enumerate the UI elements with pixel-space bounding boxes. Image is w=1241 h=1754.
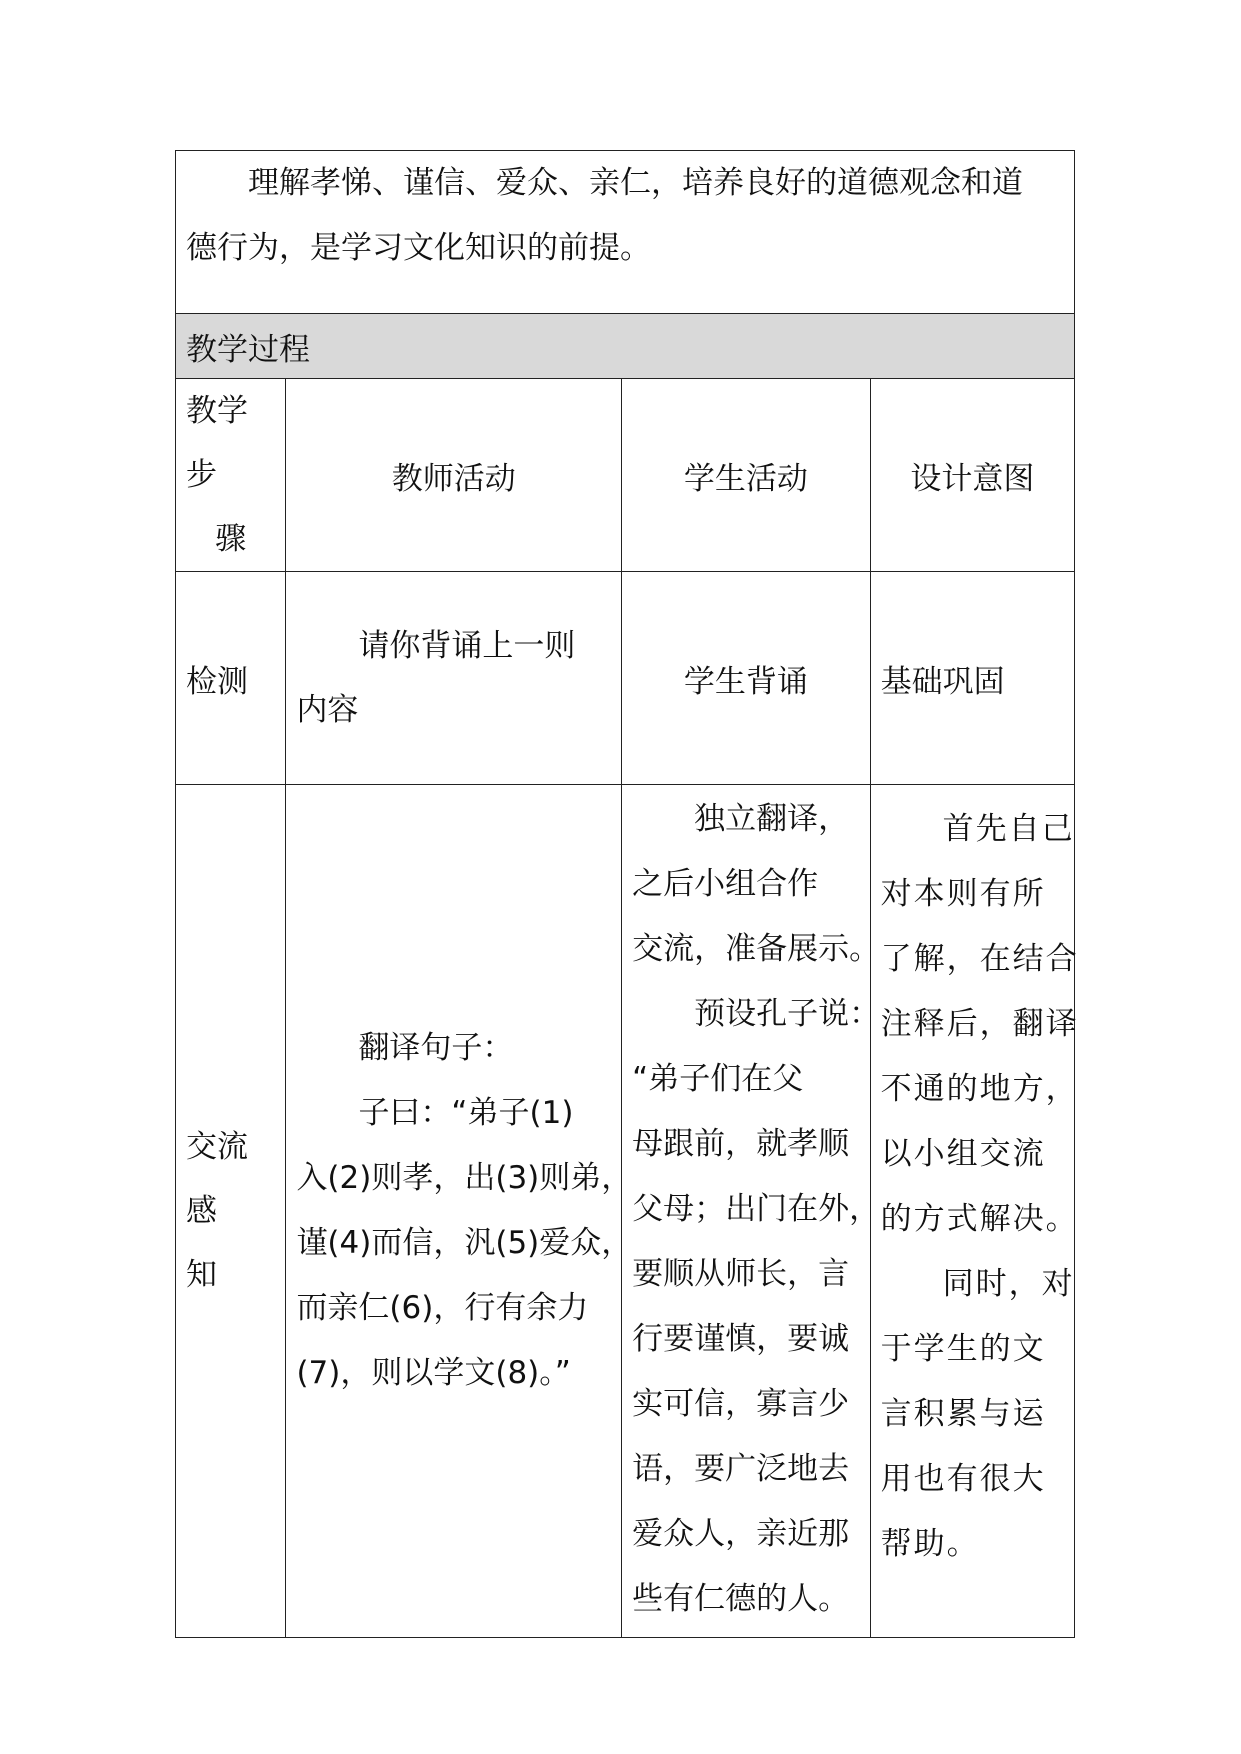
exchange-student-line: 交流，准备展示。 bbox=[632, 931, 881, 967]
exchange-student-line: 实可信，寡言少 bbox=[632, 1386, 850, 1422]
exchange-design-line: 同时，对 bbox=[942, 1266, 1075, 1302]
section-title: 教学过程 bbox=[176, 314, 1075, 379]
check-design: 基础巩固 bbox=[870, 572, 1074, 785]
exchange-design-line: 于学生的文 bbox=[880, 1331, 1046, 1367]
exchange-design-line: 了解，在结合 bbox=[880, 941, 1079, 977]
intro-line-1: 理解孝悌、谨信、爱众、亲仁，培养良好的道德观念和道 bbox=[248, 165, 1023, 201]
exchange-step bbox=[176, 785, 286, 1638]
exchange-student-line: 预设孔子说： bbox=[694, 996, 881, 1032]
exchange-teacher-line: 翻译句子： bbox=[358, 1030, 514, 1066]
exchange-student bbox=[622, 785, 881, 1638]
exchange-design-line: 注释后，翻译 bbox=[880, 1006, 1079, 1042]
header-design: 设计意图 bbox=[870, 379, 1074, 572]
exchange-design bbox=[870, 785, 1079, 1638]
exchange-design-line: 以小组交流 bbox=[880, 1136, 1046, 1172]
check-student: 学生背诵 bbox=[622, 572, 870, 785]
exchange-design-line: 帮助。 bbox=[880, 1526, 980, 1562]
exchange-teacher-line: (7)，则以学文(8)。” bbox=[296, 1355, 571, 1391]
exchange-student-line: 行要谨慎，要诚 bbox=[632, 1321, 850, 1357]
intro-cell bbox=[176, 151, 1075, 314]
header-row bbox=[176, 379, 1075, 572]
exchange-student-line: 母跟前，就孝顺 bbox=[632, 1126, 850, 1162]
exchange-design-line: 言积累与运 bbox=[880, 1396, 1046, 1432]
header-teacher: 教师活动 bbox=[286, 379, 622, 572]
exchange-teacher bbox=[286, 785, 633, 1638]
exchange-design-line: 不通的地方， bbox=[880, 1071, 1079, 1107]
check-step: 检测 bbox=[176, 572, 286, 785]
exchange-design-line: 用也有很大 bbox=[880, 1461, 1046, 1497]
exchange-design-line: 的方式解决。 bbox=[880, 1201, 1079, 1237]
check-teacher-line-1: 请你背诵上一则 bbox=[358, 628, 576, 664]
exchange-student-line: 独立翻译， bbox=[694, 801, 850, 837]
check-teacher bbox=[286, 572, 622, 785]
header-step-line-1: 教学步 bbox=[186, 393, 248, 493]
lesson-plan-table bbox=[175, 150, 1079, 1638]
exchange-student-line: 些有仁德的人。 bbox=[632, 1581, 850, 1617]
check-teacher-line-2: 内容 bbox=[296, 692, 359, 728]
table-row-check bbox=[176, 572, 1075, 785]
exchange-student-line: 语，要广泛地去 bbox=[632, 1451, 850, 1487]
exchange-teacher-line: 而亲仁(6)，行有余力 bbox=[296, 1290, 589, 1326]
exchange-student-line: 要顺从师长，言 bbox=[632, 1256, 850, 1292]
exchange-teacher-line: 入(2)则孝，出(3)则弟， bbox=[296, 1160, 633, 1196]
section-row bbox=[176, 314, 1075, 379]
exchange-design-line: 对本则有所 bbox=[880, 876, 1046, 912]
exchange-student-line: 爱众人，亲近那 bbox=[632, 1516, 850, 1552]
exchange-student-line: “弟子们在父 bbox=[632, 1061, 804, 1097]
header-student: 学生活动 bbox=[622, 379, 870, 572]
table-row-exchange bbox=[176, 785, 1075, 1638]
exchange-design-line: 首先自己 bbox=[942, 811, 1075, 847]
intro-row bbox=[176, 151, 1075, 314]
exchange-student-line: 父母；出门在外， bbox=[632, 1191, 881, 1227]
exchange-step-line-2: 知 bbox=[186, 1257, 217, 1293]
header-step-line-2: 骤 bbox=[215, 521, 247, 557]
exchange-student-line: 之后小组合作 bbox=[632, 866, 819, 902]
exchange-teacher-line: 子曰：“弟子(1) bbox=[358, 1095, 574, 1131]
exchange-teacher-line: 谨(4)而信，汎(5)爱众， bbox=[296, 1225, 633, 1261]
exchange-step-line-1: 交流感 bbox=[186, 1129, 248, 1229]
header-step bbox=[176, 379, 286, 572]
intro-line-2: 德行为，是学习文化知识的前提。 bbox=[186, 230, 651, 266]
